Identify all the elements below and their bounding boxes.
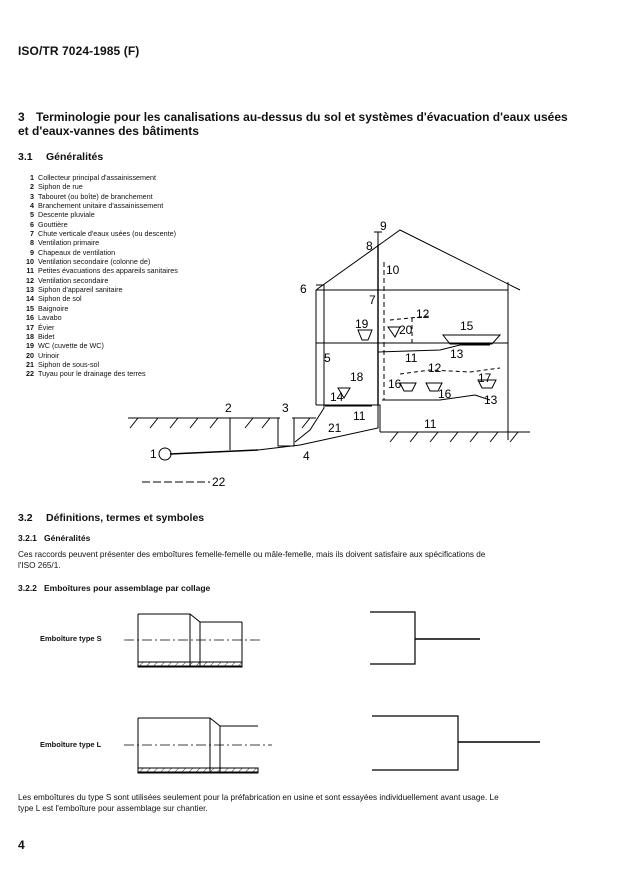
label-18: 18: [350, 370, 364, 384]
legend-item-text: Évier: [38, 322, 55, 332]
label-12b: 12: [428, 361, 442, 375]
legend-item-text: Ventilation secondaire: [38, 275, 109, 285]
legend-item-number: 2: [30, 182, 34, 192]
socket-type-l-symbol: [372, 716, 540, 770]
label-11c: 11: [424, 417, 437, 431]
legend-item-number: 13: [26, 285, 34, 295]
section-title: Définitions, termes et symboles: [46, 512, 205, 524]
paragraph-line: Ces raccords peuvent présenter des emboîtures femelle-femelle ou mâle-femelle, mais ils doivent satisfaire aux spécifications de: [18, 550, 486, 559]
legend-item-number: 12: [26, 275, 34, 285]
legend-item-text: Siphon de sol: [38, 294, 82, 304]
legend-item-number: 20: [26, 350, 34, 360]
legend-item-text: Bidet: [38, 331, 55, 341]
label-15: 15: [460, 319, 474, 333]
legend-item-text: WC (cuvette de WC): [38, 341, 104, 351]
legend-item-text: Tuyau pour le drainage des terres: [38, 369, 146, 379]
legend-item-text: Siphon de rue: [38, 182, 83, 192]
legend-item-text: Lavabo: [38, 313, 62, 323]
section-number: 3.2: [18, 512, 33, 524]
section-title: Généralités: [44, 533, 91, 543]
legend-item-number: 16: [26, 313, 34, 323]
legend-item-number: 14: [26, 294, 34, 304]
legend-item-number: 7: [30, 229, 34, 239]
section-number: 3.1: [18, 151, 33, 163]
legend-item-text: Gouttière: [38, 219, 68, 229]
label-9: 9: [380, 219, 387, 233]
legend-item-number: 10: [26, 257, 34, 267]
socket-type-s-symbol: [370, 612, 480, 664]
paragraph-line: l'ISO 265/1.: [18, 561, 61, 570]
label-16b: 16: [438, 387, 452, 401]
legend-item-text: Petites évacuations des appareils sanitaires: [38, 266, 178, 276]
legend-item-text: Ventilation secondaire (colonne de): [38, 257, 151, 267]
label-20: 20: [399, 323, 413, 337]
legend-item-number: 6: [30, 219, 34, 229]
page-number: 4: [18, 838, 25, 852]
legend-item-number: 21: [26, 359, 34, 369]
paragraph-line: type L est l'emboîture pour assemblage sur chantier.: [18, 804, 208, 813]
paragraph-socket-types: [18, 792, 618, 814]
section-3-2-2-heading: [18, 583, 210, 593]
legend-item-text: Chapeaux de ventilation: [38, 247, 116, 257]
legend-item-text: Descente pluviale: [38, 210, 95, 220]
label-21: 21: [328, 421, 342, 435]
section-title: Emboîtures pour assemblage par collage: [44, 583, 211, 593]
label-7: 7: [369, 293, 376, 307]
section-number: 3.2.2: [18, 583, 37, 593]
legend-item-text: Siphon de sous-sol: [38, 359, 100, 369]
section-title-line2: et d'eaux-vannes des bâtiments: [18, 124, 199, 138]
label-16a: 16: [388, 377, 402, 391]
label-4: 4: [303, 449, 310, 463]
label-11a: 11: [405, 351, 418, 365]
paragraph-line: Les emboîtures du type S sont utilisées seulement pour la préfabrication en usine et sont essayées individuellement avant usage. Le: [18, 793, 499, 802]
main-sewer-line: [170, 450, 258, 454]
socket-drawings: [0, 600, 632, 790]
socket-type-l-label: Emboîture type L: [40, 740, 102, 749]
socket-type-s-drawing: [124, 614, 262, 667]
section-title-line1: Terminologie pour les canalisations au-dessus du sol et systèmes d'évacuation d'eaux usées: [36, 110, 568, 124]
label-19: 19: [355, 317, 369, 331]
legend-item-text: Urinoir: [38, 350, 60, 360]
legend-item-text: Ventilation primaire: [38, 238, 100, 248]
paragraph-raccords: [18, 549, 618, 571]
legend-item-text: Chute verticale d'eaux usées (ou descente): [38, 229, 177, 239]
legend-item-text: Tabouret (ou boîte) de branchement: [38, 191, 153, 201]
legend-item-text: Collecteur principal d'assainissement: [38, 173, 157, 182]
label-1: 1: [150, 447, 157, 461]
label-13b: 13: [484, 393, 498, 407]
label-3: 3: [282, 401, 289, 415]
label-17: 17: [478, 371, 492, 385]
legend-item-number: 17: [26, 322, 34, 332]
legend-item-number: 9: [30, 247, 34, 257]
legend-item-number: 18: [26, 331, 34, 341]
legend-item-text: Siphon d'appareil sanitaire: [38, 285, 123, 295]
section-3-2-heading: [18, 512, 204, 524]
socket-type-l-drawing: [124, 718, 272, 773]
wc-upper: [358, 330, 372, 340]
label-10: 10: [386, 263, 400, 277]
legend-item-number: 15: [26, 303, 34, 313]
label-22: 22: [212, 475, 226, 489]
washbasin-1: [400, 383, 416, 391]
section-title: Généralités: [46, 151, 104, 163]
label-12a: 12: [416, 307, 430, 321]
legend-item-text: Branchement unitaire d'assainissement: [38, 201, 164, 211]
document-header: ISO/TR 7024-1985 (F): [18, 44, 140, 58]
label-8: 8: [366, 239, 373, 253]
legend-item-number: 22: [26, 369, 34, 379]
legend-item-number: 11: [26, 266, 34, 276]
socket-type-s-label: Emboîture type S: [40, 634, 102, 643]
building-drain: [258, 440, 323, 450]
legend-item-text: Baignoire: [38, 303, 69, 313]
legend-item-number: 1: [30, 173, 34, 182]
label-11b: 11: [353, 409, 366, 423]
legend-item-number: 8: [30, 238, 34, 248]
label-14: 14: [330, 390, 344, 404]
section-3-2-1-heading: [18, 533, 90, 543]
legend-item-number: 5: [30, 210, 34, 220]
section-number: 3: [18, 110, 25, 124]
legend-item-number: 3: [30, 191, 34, 201]
label-13a: 13: [450, 347, 464, 361]
section-number: 3.2.1: [18, 533, 37, 543]
label-2: 2: [225, 401, 232, 415]
legend-item-number: 19: [26, 341, 34, 351]
legend-item-number: 4: [30, 201, 34, 211]
label-5: 5: [324, 351, 331, 365]
label-6: 6: [300, 282, 307, 296]
roof-line: [316, 230, 520, 290]
